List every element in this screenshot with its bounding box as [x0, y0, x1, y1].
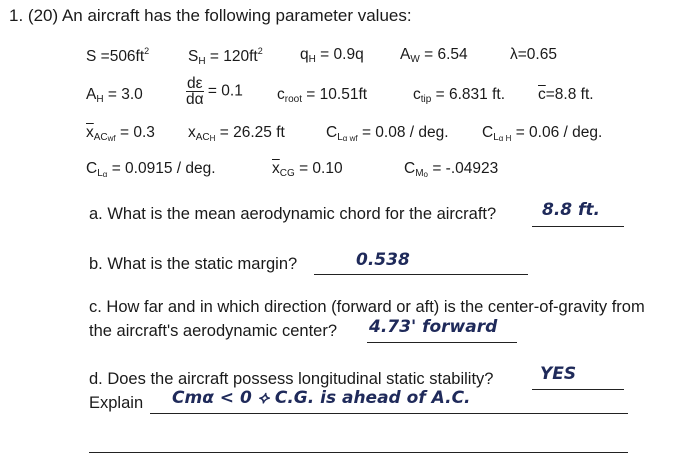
- answer-d-line: [532, 389, 624, 390]
- param-cla: $C_{L\alpha} = 0.0915$ / deg.: [86, 160, 216, 179]
- problem-statement: An aircraft has the following parameter values:: [61, 6, 412, 25]
- param-lambda: λ=0.65: [510, 46, 557, 63]
- param-aw: $A_W = 6.54$: [400, 46, 468, 65]
- answer-c-line: [367, 342, 517, 343]
- param-xach: $x_{ACH} = 26.25$ ft: [188, 124, 285, 143]
- answer-a[interactable]: 8.8 ft.: [542, 200, 601, 220]
- answer-a-line: [532, 226, 624, 227]
- explain-answer[interactable]: Cmα < 0 ⟡ C.G. is ahead of A.C.: [172, 388, 471, 408]
- explain-line-1: [150, 413, 628, 414]
- problem-number: 1.: [9, 6, 24, 25]
- param-croot: $c_{root} = 10.51ft$: [277, 86, 368, 105]
- param-xcg: $\overline{x}_{CG} = 0.10$: [272, 160, 343, 179]
- param-s: $S =506ft^2$: [86, 46, 150, 65]
- param-ah: $A_H = 3.0$: [86, 86, 143, 105]
- question-b: b. What is the static margin?: [89, 255, 298, 273]
- question-c-line2: the aircraft's aerodynamic center?: [89, 322, 338, 340]
- param-qh: $q_H = 0.9q$: [300, 46, 364, 65]
- param-ctip: $c_{tip} = 6.831$ ft.: [413, 86, 505, 105]
- answer-b-line: [314, 274, 528, 275]
- param-cbar: $\overline{c}=8.8$ ft.: [538, 86, 594, 103]
- answer-b[interactable]: 0.538: [356, 250, 410, 270]
- param-cm0: $C_{Mo} = -.04923$: [404, 160, 499, 179]
- question-c-line1: c. How far and in which direction (forward or aft) is the center-of-gravity from: [89, 298, 645, 316]
- param-clawf: $C_{L\alpha wf} = 0.08$ / deg.: [326, 124, 449, 143]
- explain-line-2[interactable]: [89, 452, 628, 453]
- param-xacwf: $\overline{x}_{ACwf} = 0.3$: [86, 124, 155, 143]
- question-d: d. Does the aircraft possess longitudinal static stability?: [89, 370, 494, 388]
- problem-points: (20): [27, 6, 59, 25]
- answer-d[interactable]: YES: [540, 364, 577, 384]
- problem-header: [9, 6, 412, 26]
- param-clah: $C_{L\alpha H} = 0.06$ / deg.: [482, 124, 603, 143]
- param-sh: $S_H = 120ft^2$: [188, 46, 263, 67]
- answer-c[interactable]: 4.73' forward: [369, 317, 498, 337]
- param-deda: $\frac{d\varepsilon}{d\alpha}$ = 0.1: [186, 75, 243, 108]
- question-a: a. What is the mean aerodynamic chord for the aircraft?: [89, 205, 497, 223]
- explain-label: Explain: [89, 394, 144, 412]
